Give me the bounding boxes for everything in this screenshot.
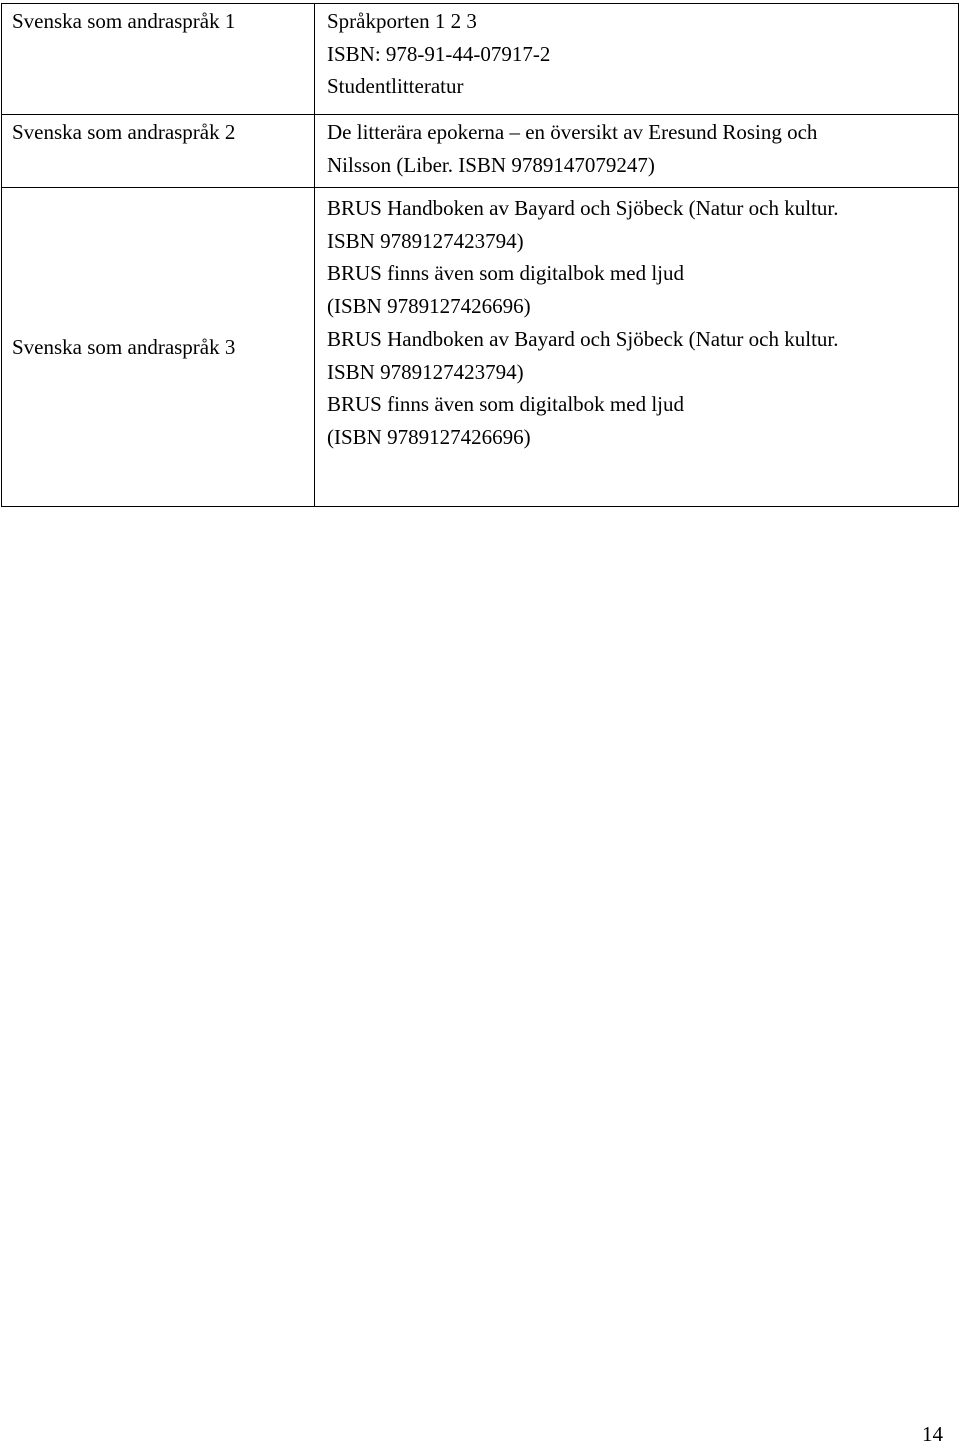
book-line: De litterära epokerna – en översikt av Eresund Rosing och [327,120,818,144]
table-row [2,188,959,507]
books-cell [315,4,959,115]
books-cell [315,115,959,188]
book-line: ISBN 9789127423794) [327,359,524,384]
course-literature-table [1,3,959,507]
book-line: BRUS finns även som digitalbok med ljud [327,392,684,417]
table-row [2,115,959,188]
subject-cell [2,188,315,507]
book-line: Nilsson (Liber. ISBN 9789147079247) [327,152,655,177]
subject-label: Svenska som andraspråk 3 [12,334,236,359]
subject-label: Svenska som andraspråk 1 [12,9,236,33]
page-number: 14 [922,1422,943,1446]
subject-label: Svenska som andraspråk 2 [12,120,236,144]
book-line: ISBN: 978-91-44-07917-2 [327,41,551,66]
book-line: Språkporten 1 2 3 [327,9,477,33]
books-cell [315,188,959,507]
subject-cell [2,115,315,188]
book-line: BRUS finns även som digitalbok med ljud [327,261,684,286]
table-row [2,4,959,115]
book-line: Studentlitteratur [327,74,464,99]
book-line: ISBN 9789127423794) [327,228,524,253]
book-line: (ISBN 9789127426696) [327,294,531,319]
book-line: BRUS Handboken av Bayard och Sjöbeck (Natur och kultur. [327,196,839,220]
book-line: BRUS Handboken av Bayard och Sjöbeck (Natur och kultur. [327,326,839,351]
book-line: (ISBN 9789127426696) [327,424,531,449]
subject-cell [2,4,315,115]
